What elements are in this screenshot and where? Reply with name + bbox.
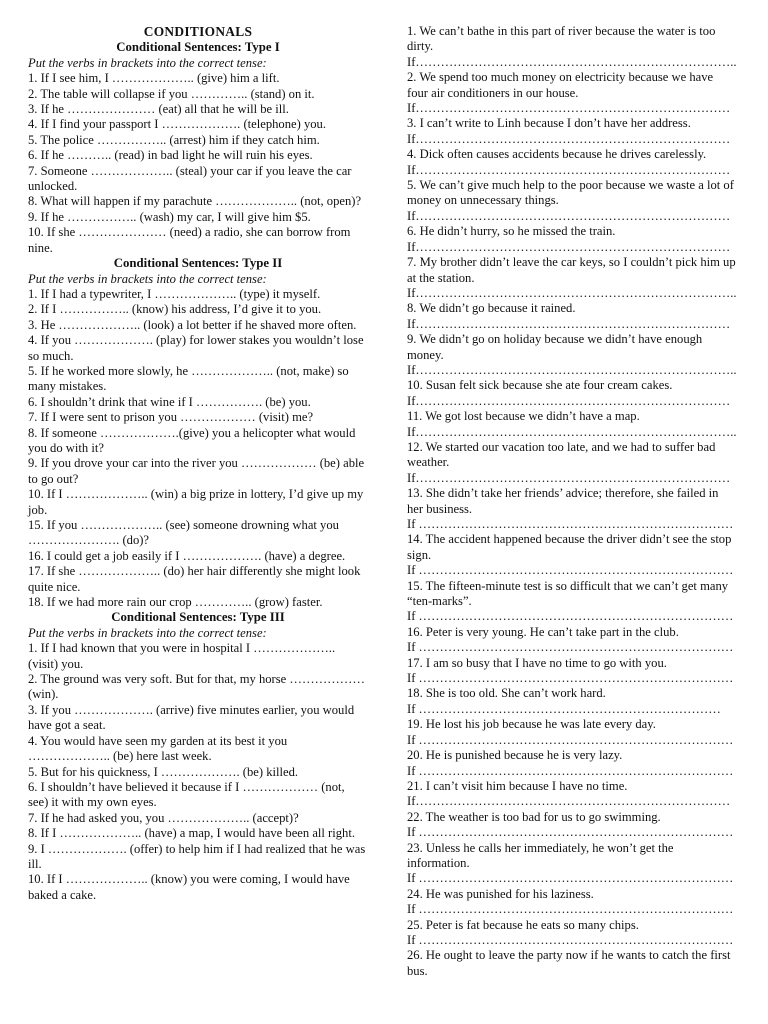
rewrite-prompt: 1. We can’t bathe in this part of river because the water is too dirty. — [407, 24, 716, 54]
answer-blank: If ………………………………………………………………… — [407, 871, 734, 886]
answer-blank: If………………………………………………………………… — [407, 239, 731, 254]
rewrite-prompt: 21. I can’t visit him because I have no time. — [407, 778, 628, 793]
exercise-item: 9. If he …………….. (wash) my car, I will give him $5. — [28, 209, 311, 224]
answer-blank: If ………………………………………………………………… — [407, 902, 734, 917]
answer-blank: If………………………………………………………………… — [407, 794, 731, 809]
answer-blank: If………………………………………………………………… — [407, 316, 731, 331]
rewrite-prompt: 8. We didn’t go because it rained. — [407, 301, 576, 316]
answer-blank: If………………………………………………………………….. — [407, 54, 737, 69]
exercise-item: 2. If I …………….. (know) his address, I’d give it to you. — [28, 302, 322, 317]
rewrite-prompt: 15. The fifteen-minute test is so difficult that we can’t get many “ten-marks”. — [407, 578, 729, 609]
rewrite-prompt: 12. We started our vacation too late, and we had to suffer bad weather. — [407, 439, 716, 470]
rewrite-prompt: 20. He is punished because he is very lazy. — [407, 748, 623, 763]
exercise-item: 5. But for his quickness, I ………………. (be) killed. — [28, 764, 299, 779]
document-title: CONDITIONALS — [143, 24, 253, 39]
rewrite-prompt: 19. He lost his job because he was late every day. — [407, 717, 656, 732]
rewrite-item — [407, 255, 737, 301]
exercise-item: 2. The ground was very soft. But for that, my horse ……………… (win). — [28, 672, 365, 702]
exercise-item: 6. I shouldn’t have believed it because if I ……………… (not, see) it with my own eyes. — [28, 779, 345, 810]
exercise-item: 9. If you drove your car into the river you ……………… (be) able to go out? — [28, 456, 365, 486]
rewrite-item — [407, 717, 737, 748]
rewrite-prompt: 25. Peter is fat because he eats so many chips. — [407, 917, 639, 932]
section-instruction: Put the verbs in brackets into the correct tense: — [28, 55, 267, 70]
section-type-1 — [28, 40, 368, 256]
answer-blank: If ………………………………………………………………… — [407, 563, 734, 578]
exercise-item: 8. If someone ……………….(give) you a helicopter what would you do with it? — [28, 425, 356, 455]
exercise-item: 9. I ………………. (offer) to help him if I had realized that he was ill. — [28, 841, 366, 871]
exercise-item: 10. If she ………………… (need) a radio, she can borrow from nine. — [28, 225, 351, 255]
exercise-item: 6. If he ……….. (read) in bad light he will ruin his eyes. — [28, 148, 313, 163]
rewrite-item — [407, 224, 737, 255]
answer-blank: If ………………………………………………………………… — [407, 932, 734, 947]
exercise-item: 1. If I had a typewriter, I ……………….. (type) it myself. — [28, 286, 321, 301]
right-column — [407, 24, 737, 979]
rewrite-prompt: 23. Unless he calls her immediately, he won’t get the information. — [407, 840, 674, 870]
rewrite-prompt: 14. The accident happened because the driver didn’t see the stop sign. — [407, 532, 732, 562]
section-title: Conditional Sentences: Type II — [113, 256, 283, 271]
rewrite-prompt: 4. Dick often causes accidents because he drives carelessly. — [407, 147, 707, 162]
rewrite-item — [407, 887, 737, 918]
rewrite-prompt: 11. We got lost because we didn’t have a map. — [407, 409, 640, 424]
rewrite-item — [407, 810, 737, 841]
answer-blank: If………………………………………………………………… — [407, 162, 731, 177]
exercise-item: 17. If she ……………….. (do) her hair differently she might look quite nice. — [28, 564, 361, 594]
rewrite-item — [407, 147, 737, 178]
answer-blank: If………………………………………………………………… — [407, 393, 731, 408]
answer-blank: If………………………………………………………………… — [407, 101, 731, 116]
section-type-3 — [28, 610, 368, 903]
answer-blank: If ……………………………………………………………… — [407, 701, 721, 716]
exercise-item: 1. If I see him, I ……………….. (give) him a lift. — [28, 71, 280, 86]
rewrite-prompt: 22. The weather is too bad for us to go swimming. — [407, 809, 661, 824]
exercise-item: 15. If you ……………….. (see) someone drowning what you …………………. (do)? — [28, 518, 339, 548]
section-title: Conditional Sentences: Type I — [116, 40, 280, 55]
rewrite-prompt: 3. I can’t write to Linh because I don’t have her address. — [407, 116, 691, 131]
exercise-list — [28, 287, 368, 611]
exercise-item: 7. If he had asked you, you ……………….. (accept)? — [28, 810, 299, 825]
exercise-item: 8. What will happen if my parachute ……………….. (not, open)? — [28, 194, 362, 209]
exercise-item: 3. If you ………………. (arrive) five minutes earlier, you would have got a seat. — [28, 702, 355, 733]
exercise-item: 5. The police …………….. (arrest) him if they catch him. — [28, 132, 320, 147]
rewrite-prompt: 7. My brother didn’t leave the car keys, so I couldn’t pick him up at the station. — [407, 255, 736, 285]
rewrite-prompt: 13. She didn’t take her friends’ advice; therefore, she failed in her business. — [407, 486, 719, 516]
rewrite-item — [407, 532, 737, 578]
answer-blank: If………………………………………………………………….. — [407, 285, 737, 300]
exercise-item: 3. He ……………….. (look) a lot better if he shaved more often. — [28, 317, 357, 332]
answer-blank: If ………………………………………………………………… — [407, 825, 734, 840]
exercise-item: 7. If I were sent to prison you ……………… (visit) me? — [28, 410, 314, 425]
left-column — [28, 24, 368, 903]
answer-blank: If ………………………………………………………………… — [407, 609, 734, 624]
rewrite-item — [407, 486, 737, 532]
rewrite-item — [407, 440, 737, 486]
rewrite-item — [407, 779, 737, 810]
rewrite-item — [407, 625, 737, 656]
answer-blank: If………………………………………………………………… — [407, 208, 731, 223]
rewrite-item — [407, 948, 737, 979]
exercise-item: 16. I could get a job easily if I ………………. (have) a degree. — [28, 548, 346, 563]
exercise-item: 4. If you ………………. (play) for lower stakes you wouldn’t lose so much. — [28, 333, 364, 363]
answer-blank: If ………………………………………………………………… — [407, 763, 734, 778]
exercise-item: 10. If I ……………….. (know) you were coming, I would have baked a cake. — [28, 872, 350, 902]
answer-blank: If ………………………………………………………………… — [407, 640, 734, 655]
answer-blank: If………………………………………………………………… — [407, 131, 731, 146]
exercise-item: 4. You would have seen my garden at its best it you ……………….. (be) here last week. — [28, 733, 288, 764]
exercise-item: 2. The table will collapse if you ………….. (stand) on it. — [28, 86, 315, 101]
rewrite-item — [407, 579, 737, 625]
exercise-item: 1. If I had known that you were in hospital I ……………….. (visit) you. — [28, 641, 336, 671]
exercise-item: 8. If I ……………….. (have) a map, I would have been all right. — [28, 826, 355, 841]
answer-blank: If ………………………………………………………………… — [407, 517, 734, 531]
exercise-item: 7. Someone ……………….. (steal) your car if you leave the car unlocked. — [28, 163, 352, 194]
exercise-list — [28, 641, 368, 903]
exercise-item: 5. If he worked more slowly, he ……………….. (not, make) so many mistakes. — [28, 363, 349, 394]
rewrite-item — [407, 918, 737, 949]
answer-blank: If ………………………………………………………………… — [407, 671, 734, 686]
rewrite-item — [407, 378, 737, 409]
exercise-item: 4. If I find your passport I ………………. (telephone) you. — [28, 117, 326, 132]
exercise-item: 18. If we had more rain our crop ………….. (grow) faster. — [28, 595, 323, 610]
rewrite-item — [407, 116, 737, 147]
exercise-item: 3. If he ………………… (eat) all that he will be ill. — [28, 102, 289, 117]
rewrite-item — [407, 841, 737, 887]
rewrite-item — [407, 24, 737, 70]
rewrite-item — [407, 178, 737, 224]
rewrite-prompt: 26. He ought to leave the party now if he wants to catch the first bus. — [407, 948, 731, 978]
rewrite-prompt: 16. Peter is very young. He can’t take part in the club. — [407, 624, 679, 639]
answer-blank: If………………………………………………………………….. — [407, 362, 737, 377]
section-instruction: Put the verbs in brackets into the correct tense: — [28, 625, 267, 640]
exercise-list — [28, 71, 368, 256]
exercise-item: 10. If I ……………….. (win) a big prize in lottery, I’d give up my job. — [28, 487, 364, 517]
rewrite-item — [407, 686, 737, 717]
rewrite-exercise-list — [407, 24, 737, 979]
rewrite-prompt: 9. We didn’t go on holiday because we didn’t have enough money. — [407, 332, 703, 362]
section-title: Conditional Sentences: Type III — [111, 610, 285, 625]
rewrite-prompt: 17. I am so busy that I have no time to go with you. — [407, 655, 667, 670]
exercise-item: 6. I shouldn’t drink that wine if I ……………. (be) you. — [28, 394, 311, 409]
rewrite-prompt: 6. He didn’t hurry, so he missed the train. — [407, 224, 616, 239]
rewrite-prompt: 18. She is too old. She can’t work hard. — [407, 686, 606, 701]
answer-blank: If………………………………………………………………….. — [407, 424, 737, 439]
rewrite-item — [407, 656, 737, 687]
rewrite-prompt: 24. He was punished for his laziness. — [407, 886, 594, 901]
rewrite-item — [407, 409, 737, 440]
rewrite-prompt: 10. Susan felt sick because she ate four cream cakes. — [407, 378, 673, 393]
answer-blank: If………………………………………………………………… — [407, 470, 731, 485]
section-type-2 — [28, 256, 368, 610]
rewrite-item — [407, 301, 737, 332]
rewrite-item — [407, 332, 737, 378]
rewrite-prompt: 2. We spend too much money on electricity because we have four air conditioners in our house. — [407, 70, 714, 100]
rewrite-item — [407, 70, 737, 116]
rewrite-item — [407, 748, 737, 779]
rewrite-prompt: 5. We can’t give much help to the poor because we waste a lot of money on unnecessary things. — [407, 178, 734, 208]
answer-blank: If ………………………………………………………………… — [407, 732, 734, 747]
section-instruction: Put the verbs in brackets into the correct tense: — [28, 271, 267, 286]
